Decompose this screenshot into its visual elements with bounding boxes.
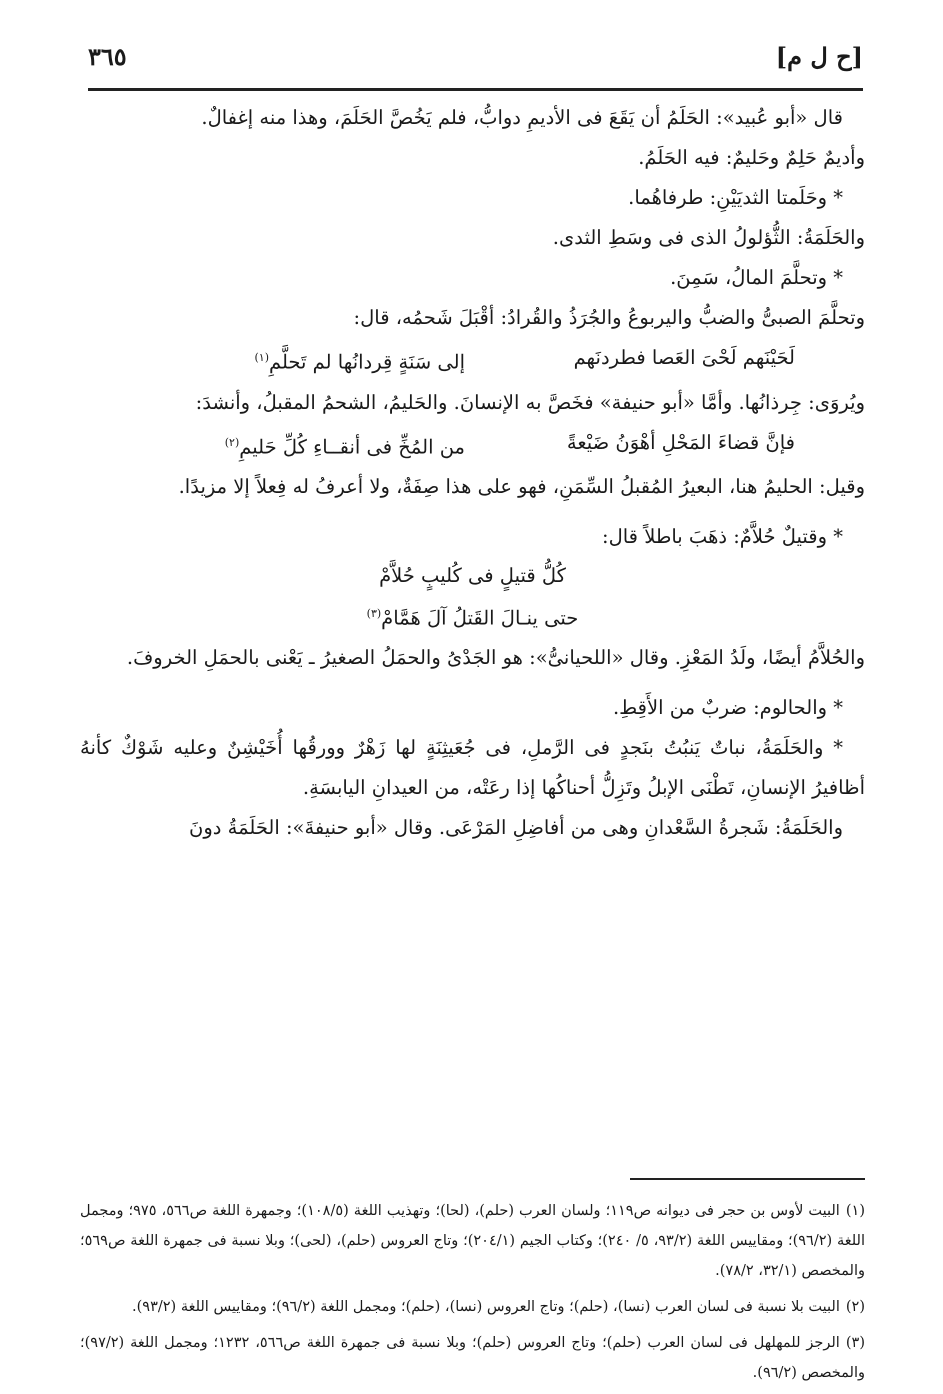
- paragraph: * والحَلَمَةُ، نباتٌ يَنبُتُ بنَجدٍ فى الرَّملِ، فى جُعَيثِنَةٍ لها زَهْرٌ وورقُها أُخَيْشِنٌ وعليه شَوْكٌ كأنهُ أظافيرُ الإنسانِ، تَطْنَى الإبلُ وتَزِلُّ أحناكُها إذا رعَتْه، من العيدانِ اليابسَةِ.: [80, 735, 865, 799]
- paragraph: * وتحلَّمَ المالُ، سَمِنَ.: [670, 266, 843, 289]
- header-rule: [88, 88, 863, 91]
- verse-hemistich: لَحَيْنَهم لَحْىَ العَصا فطردنَهم: [573, 346, 795, 369]
- header-root: [ح ل م]: [775, 42, 863, 71]
- footnote-text: البيت لأوس بن حجر فى ديوانه ص١١٩؛ ولسان العرب (حلم)، (لحا)؛ وتهذيب اللغة (١٠٨/٥)؛ وجمهرة اللغة ص٥٦٦، ٩٧٥؛ ومجمل اللغة (٩٦/٢)؛ ومقاييس اللغة (٩٣/٢، ٥/ ٢٤٠)؛ وكتاب الجيم (٢٠٤/١)؛ وتاج العروس (حلم)، (لحى)؛ وبلا نسبة فى جمهرة اللغة ص٥٦٩؛ والمخصص (٣٢/١، ٧٨/٢).: [80, 1203, 865, 1279]
- footnotes: [80, 1196, 865, 1394]
- verse-line: [80, 338, 865, 383]
- running-header: [88, 40, 863, 80]
- paragraph: * وقتيلٌ حُلاَّمٌ: ذهَبَ باطلاً قال:: [602, 525, 843, 548]
- footnote-number: (٣): [845, 1335, 865, 1351]
- footnote-text: الرجز للمهلهل فى لسان العرب (حلم)؛ وتاج العروس (حلم)؛ وبلا نسبة فى جمهرة اللغة ص٥٦٦، ١٢٣٢؛ ومجمل اللغة (٩٧/٢)؛ والمخصص (٩٦/٢).: [80, 1335, 865, 1381]
- paragraph: وتحلَّمَ الصبىُّ والضبُّ واليربوعُ والجُرَذُ والقُرادُ: أقْبَلَ شَحمُه، قال:: [353, 306, 865, 329]
- verse-hemistich: فإنَّ قضاءَ المَحْلِ أهْوَنُ ضَيْعةً: [566, 430, 795, 454]
- paragraph: والحَلَمَةُ: الثُّؤلولُ الذى فى وسَطِ الثدى.: [552, 226, 865, 249]
- footnote: [80, 1196, 865, 1286]
- paragraph: * والحالوم: ضربٌ من الأَقِطِ.: [612, 695, 843, 719]
- rajaz-line: كُلُّ قتيلٍ فى كُليبٍ حُلاَّمْ: [379, 564, 566, 587]
- footnote-ref: (١): [254, 351, 269, 364]
- paragraph: ويُروَى: جِرذانُها. وأمَّا «أبو حنيفة» فخَصَّ به الإنسانَ. والحَليمُ، الشحمُ المقبلُ، وأنشدَ:: [195, 390, 865, 414]
- paragraph: والحَلَمَةُ: شَجرةُ السَّعْدانِ وهى من أفاضِلِ المَرْعَى. وقال «أبو حنيفةَ»: الحَلَمَةُ دونَ: [189, 815, 843, 839]
- footnote-text: البيت بلا نسبة فى لسان العرب (نسا)، (حلم)؛ وتاج العروس (نسا)، (حلم)؛ ومجمل اللغة (٩٦/٢)؛ ومقاييس اللغة (٩٣/٢).: [132, 1299, 840, 1315]
- footnote: [80, 1328, 865, 1388]
- footnote-number: (٢): [845, 1299, 865, 1315]
- page-number: ٣٦٥: [88, 42, 127, 71]
- paragraph: * وحَلَمتا الثديَيْنِ: طرفاهُما.: [628, 186, 843, 209]
- footnote-ref: (٣): [366, 607, 382, 620]
- footnote: [80, 1292, 865, 1322]
- footnote-rule: [630, 1178, 865, 1180]
- footnote-ref: (٢): [224, 435, 240, 449]
- verse-hemistich: من المُخِّ فى أنقــاءِ كُلِّ حَليمِ$^{(٢)}$: [224, 435, 465, 458]
- footnote-number: (١): [845, 1203, 865, 1219]
- paragraph: وأديمٌ حَلِمٌ وحَليمٌ: فيه الحَلَمُ.: [638, 146, 865, 169]
- rajaz-line: حتى ينـالَ القَتلُ آلَ هَمَّامْ$^{(٣)}$: [366, 606, 579, 630]
- paragraph: قال «أبو عُبيد»: الحَلَمُ أن يَقَعَ فى الأديمِ دوابُّ، فلم يَخُصَّ الحَلَمَ، وهذا منه إغفالٌ.: [201, 106, 843, 129]
- paragraph: والحُلاَّمُ أيضًا، ولَدُ المَعْزِ. وقال «اللحيانىُّ»: هو الجَدْىُ والحمَلُ الصغيرُ ـ يَعْنى بالحمَلِ الخروفَ.: [126, 645, 865, 669]
- main-text: [80, 98, 865, 848]
- verse-hemistich: إلى سَنَةٍ قِردانُها لم تَحلَّمِ$^{(١)}$: [254, 350, 465, 374]
- verse-line: [80, 423, 865, 468]
- paragraph: وقيل: الحليمُ هنا، البعيرُ المُقبلُ السِّمَنِ، فهو على هذا صِفَةٌ، ولا أعرفُ له فِعلاً إلا مزيدًا.: [178, 475, 865, 498]
